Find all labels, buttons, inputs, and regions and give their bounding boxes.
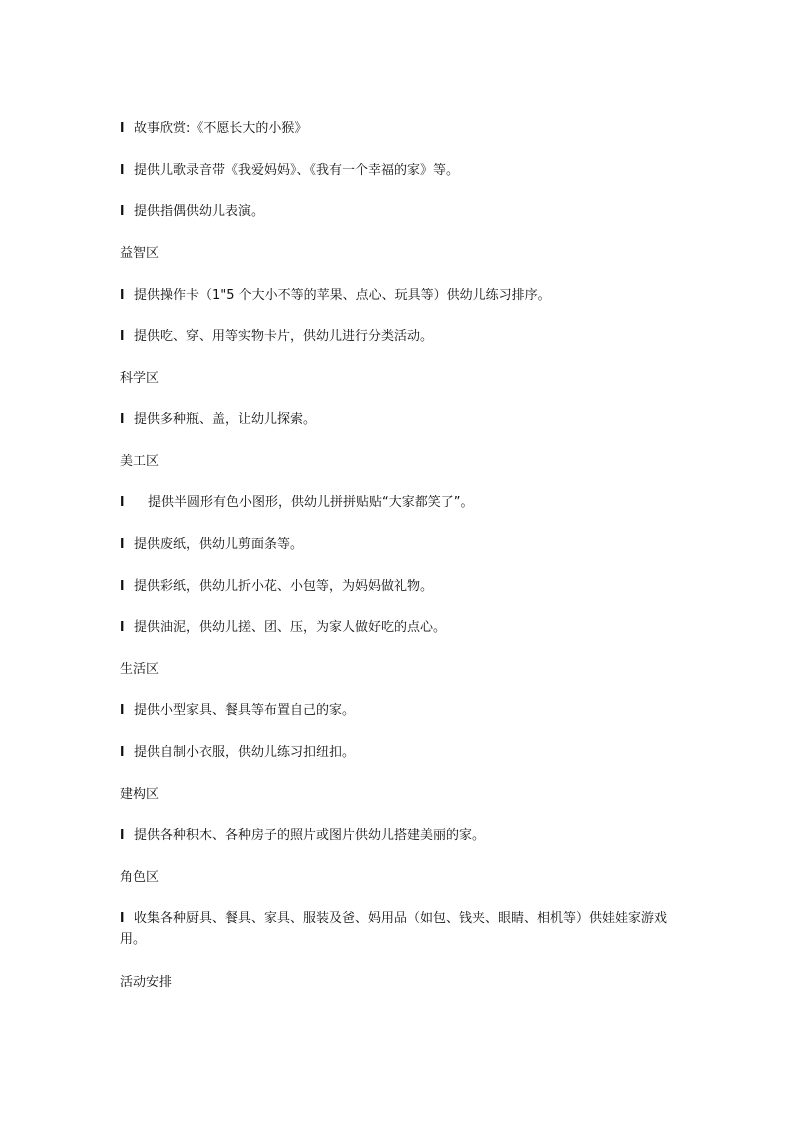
list-item-text: 提供操作卡（1"5 个大小不等的苹果、点心、玩具等）供幼儿练习排序。 <box>134 288 551 303</box>
bullet-marker: l <box>120 163 125 178</box>
bullet-marker: l <box>120 204 125 219</box>
bullet-marker: l <box>120 121 125 136</box>
list-item <box>120 160 680 181</box>
list-item <box>120 201 680 222</box>
list-item-text: 提供彩纸，供幼儿折小花、小包等，为妈妈做礼物。 <box>134 579 434 594</box>
section-heading: 建构区 <box>120 787 160 802</box>
bullet-marker: l <box>120 745 125 760</box>
list-item-text: 提供多种瓶、盖，让幼儿探索。 <box>134 412 317 427</box>
list-item <box>120 492 680 513</box>
section-heading: 生活区 <box>120 662 160 677</box>
list-item <box>120 700 680 721</box>
bullet-marker: l <box>120 495 125 510</box>
bullet-marker: l <box>120 828 125 843</box>
bullet-marker: l <box>120 911 125 926</box>
list-item <box>120 576 680 597</box>
list-item <box>120 742 680 763</box>
list-item-text: 提供自制小衣服，供幼儿练习扣纽扣。 <box>134 745 356 760</box>
list-item-text: 提供吃、穿、用等实物卡片，供幼儿进行分类活动。 <box>134 329 434 344</box>
section-heading: 角色区 <box>120 870 160 885</box>
list-item <box>120 534 680 555</box>
list-item <box>120 825 680 846</box>
list-item-text: 收集各种厨具、餐具、家具、服装及爸、妈用品（如包、钱夹、眼睛、相机等）供娃娃家游戏用。 <box>120 911 668 947</box>
list-item-text: 提供废纸，供幼儿剪面条等。 <box>134 537 304 552</box>
section-heading: 美工区 <box>120 454 160 469</box>
list-item-text: 提供油泥，供幼儿搓、团、压，为家人做好吃的点心。 <box>134 620 447 635</box>
list-item <box>120 908 680 950</box>
list-item-text: 提供各种积木、各种房子的照片或图片供幼儿搭建美丽的家。 <box>134 828 486 843</box>
bullet-marker: l <box>120 579 125 594</box>
section-heading: 益智区 <box>120 246 160 261</box>
list-item-text: 提供指偶供幼儿表演。 <box>134 204 265 219</box>
bullet-marker: l <box>120 412 125 427</box>
bullet-marker: l <box>120 537 125 552</box>
bullet-marker: l <box>120 288 125 303</box>
list-item <box>120 617 680 638</box>
bullet-marker: l <box>120 329 125 344</box>
list-item <box>120 118 680 139</box>
list-item-text: 提供儿歌录音带《我爱妈妈》、《我有一个幸福的家》等。 <box>134 163 460 178</box>
bullet-marker: l <box>120 620 125 635</box>
list-item <box>120 409 680 430</box>
list-item-text: 提供半圆形有色小图形，供幼儿拼拼贴贴“大家都笑了”。 <box>148 495 474 510</box>
list-item <box>120 285 680 306</box>
list-item-text: 故事欣赏:《不愿长大的小猴》 <box>134 121 308 136</box>
bullet-marker: l <box>120 703 125 718</box>
section-heading: 科学区 <box>120 371 160 386</box>
section-heading: 活动安排 <box>120 975 173 990</box>
list-item <box>120 326 680 347</box>
list-item-text: 提供小型家具、餐具等布置自己的家。 <box>134 703 356 718</box>
